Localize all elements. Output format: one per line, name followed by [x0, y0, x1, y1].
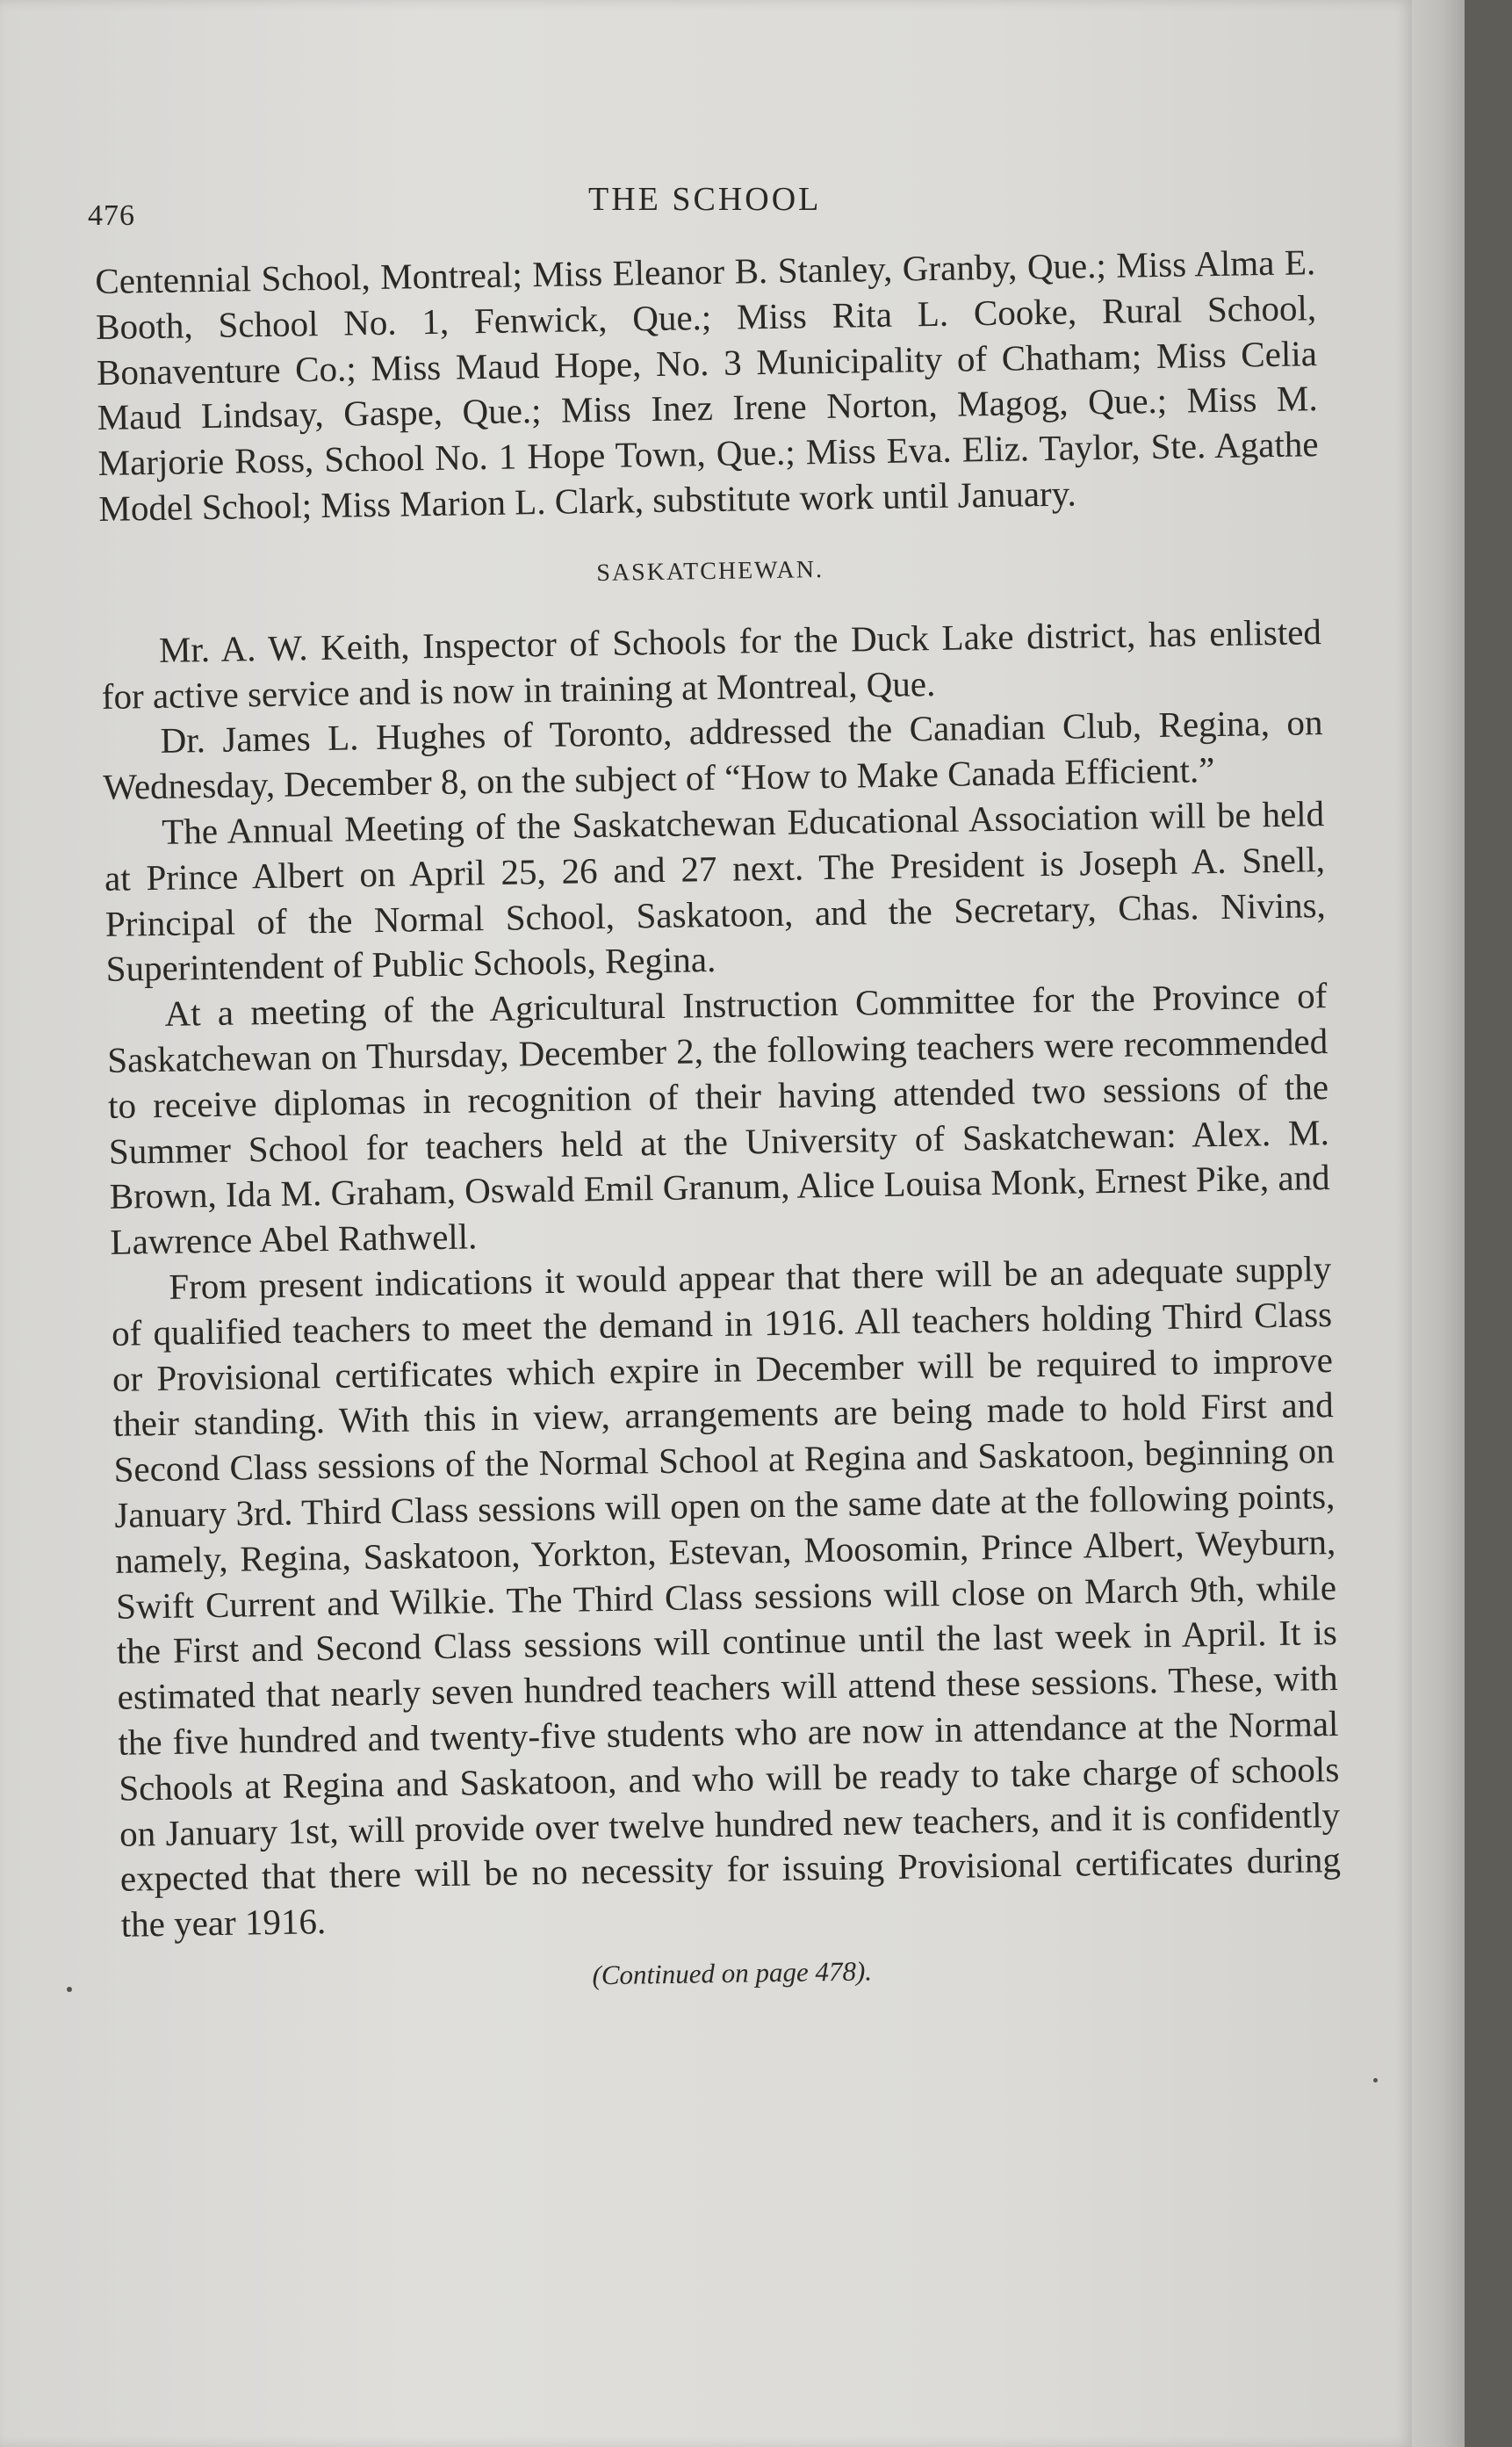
paragraph-annual-meeting: The Annual Meeting of the Saskatchewan Educational Association will be held at Prince Albert on April 25, 26 and 27 next. The President is Joseph A. Snell, Principal of the Normal School, Saskatoon, and the Secretary, Chas. Nivins, Superintendent of Public Schools, Regina.	[104, 793, 1327, 990]
page-header	[88, 180, 1317, 233]
continued-note: (Continued on page 478).	[592, 1955, 873, 1991]
binding-shadow	[1465, 0, 1512, 2447]
paper-speck	[1373, 2078, 1378, 2082]
paragraph-keith: Mr. A. W. Keith, Inspector of Schools for the Duck Lake district, has enlisted for active service and is now in training at Montreal, Que.	[101, 610, 1322, 717]
paragraph-hughes: Dr. James L. Hughes of Toronto, addressed the Canadian Club, Regina, on Wednesday, December 8, on the subject of “How to Make Canada Efficient.”	[103, 702, 1323, 808]
section-heading: SASKATCHEWAN.	[596, 555, 824, 587]
page-number: 476	[88, 199, 135, 232]
page-edge	[1412, 0, 1465, 2447]
running-head: THE SCHOOL	[588, 181, 822, 218]
paragraph-agricultural-committee: At a meeting of the Agricultural Instruction Committee for the Province of Saskatchewan on Thursday, December 2, the following teachers were recommended to receive diplomas in recognition of their having attended two sessions of the Summer School for teachers held at the University of Saskatchewan: Alex. M. Brown, Ida M. Graham, Oswald Emil Granum, Alice Louisa Monk, Ernest Pike, and Lawrence Abel Rathwell.	[106, 975, 1330, 1262]
article-body	[95, 240, 1343, 2005]
intro-paragraph: Centennial School, Montreal; Miss Eleanor B. Stanley, Granby, Que.; Miss Alma E. Booth, School No. 1, Fenwick, Que.; Miss Rita L. Cooke, Rural School, Bonaventure Co.; Miss Maud Hope, No. 3 Municipality of Chatham; Miss Celia Maud Lindsay, Gaspe, Que.; Miss Inez Irene Norton, Magog, Que.; Miss M. Marjorie Ross, School No. 1 Hope Town, Que.; Miss Eva. Eliz. Taylor, Ste. Agathe Model School; Miss Marion L. Clark, substitute work until January.	[95, 242, 1319, 529]
paragraph-teacher-supply: From present indications it would appear that there will be an adequate supply of qualified teachers to meet the demand in 1916. All teachers holding Third Class or Provisional certificates which expire in December will be required to improve their standing. With this in view, arrangements are being made to hold First and Second Class sessions of the Normal School at Regina and Saskatoon, beginning on January 3rd. Third Class sessions will open on the same date at the following points, namely, Regina, Saskatoon, Yorkton, Estevan, Moosomin, Prince Albert, Weyburn, Swift Current and Wilkie. The Third Class sessions will close on March 9th, while the First and Second Class sessions will continue until the last week in April. It is estimated that nearly seven hundred teachers will attend these sessions. These, with the five hundred and twenty-five students who are now in attendance at the Normal Schools at Regina and Saskatoon, and who will be ready to take charge of schools on January 1st, will provide over twelve hundred new teachers, and it is confidently expected that there will be no necessity for issuing Provisional certificates during the year 1916.	[111, 1247, 1342, 1945]
paper-speck	[67, 1987, 72, 1992]
